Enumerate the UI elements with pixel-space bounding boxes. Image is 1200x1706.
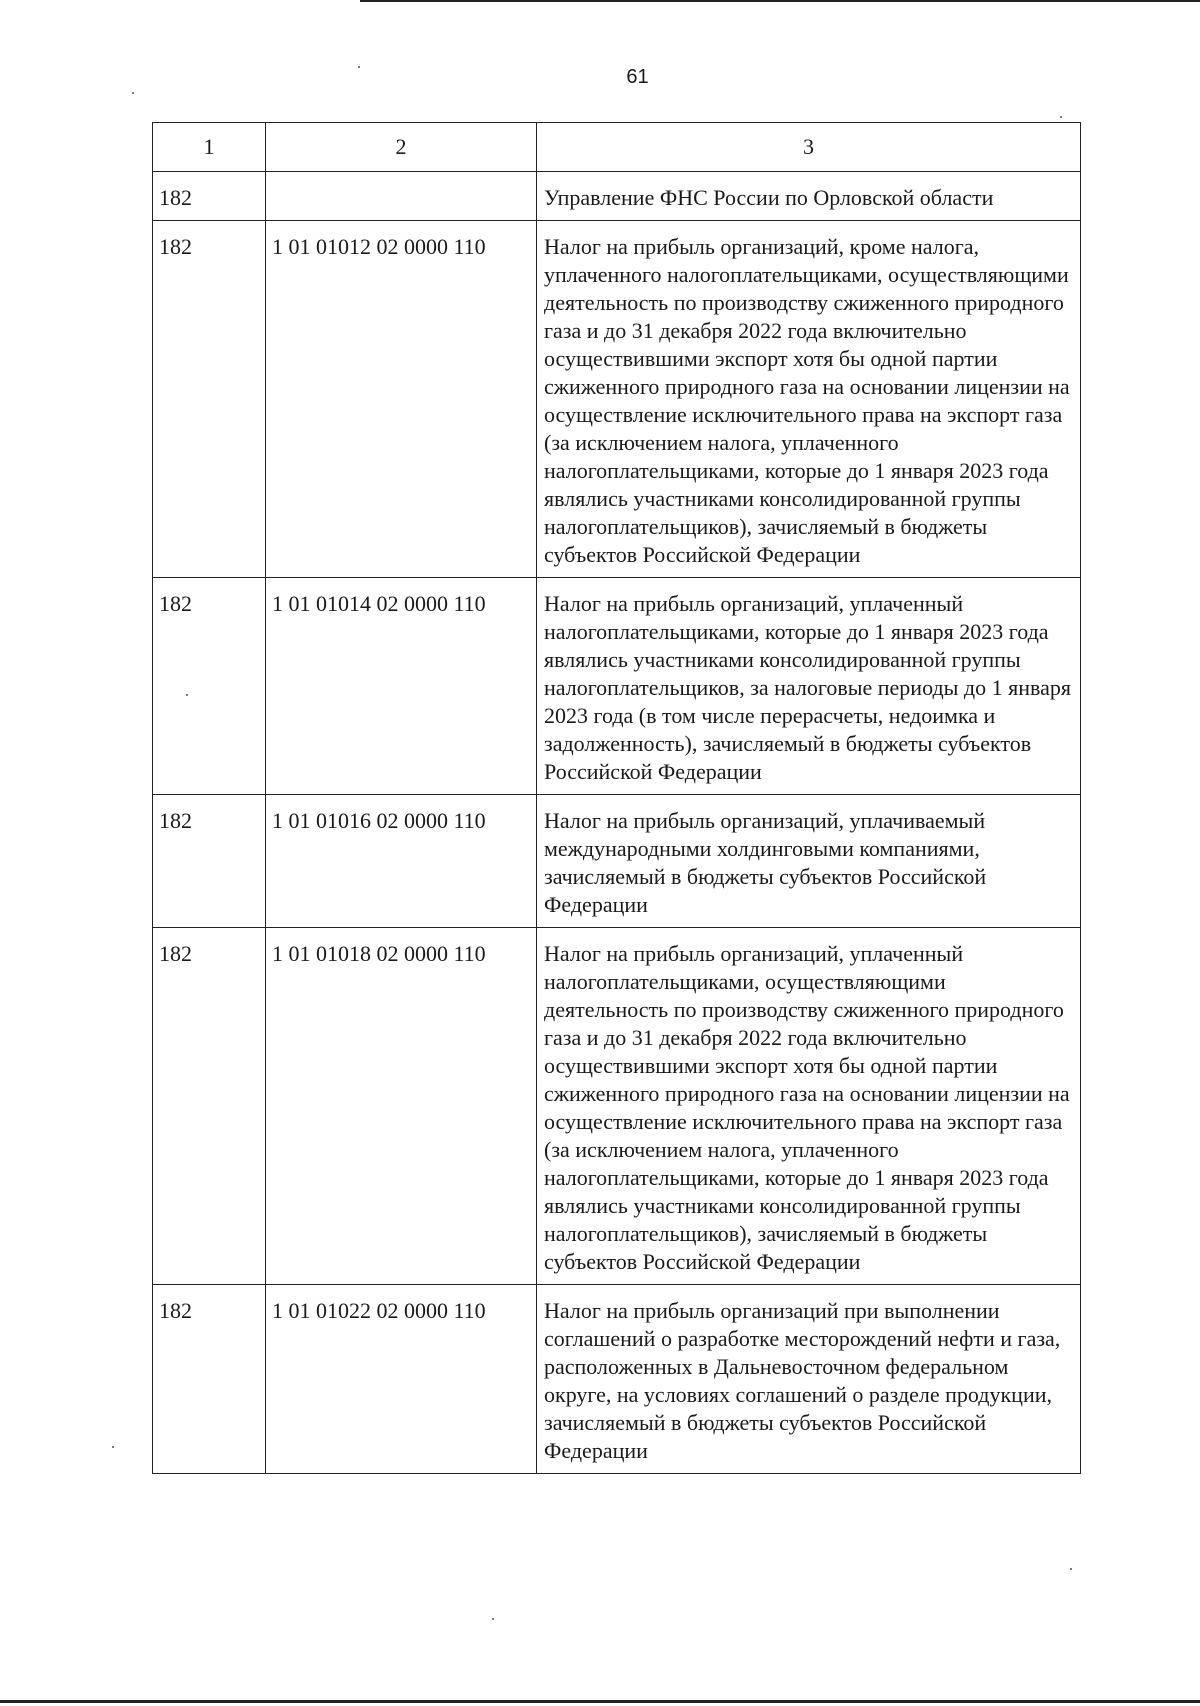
admin-code-cell: 182 (153, 928, 266, 1285)
scan-speck (1070, 1568, 1072, 1570)
description-cell: Налог на прибыль организаций, уплаченный налогоплательщиками, осуществляющими деятельность по производству сжиженного природного газа и до 31 декабря 2022 года включительно осуществившими экспорт хотя бы одной партии сжиженного природного газа на основании лицензии на осуществление исключительного права на экспорт газа (за исключением налога, уплаченного налогоплательщиками, которые до 1 января 2023 года являлись участниками консолидированной группы налогоплательщиков), зачисляемый в бюджеты субъектов Российской Федерации (537, 928, 1081, 1285)
scan-speck (132, 92, 134, 94)
admin-code-cell: 182 (153, 1285, 266, 1474)
admin-code-cell: 182 (153, 221, 266, 578)
revenue-codes-table (152, 122, 1081, 1474)
description-cell: Налог на прибыль организаций при выполнении соглашений о разработке месторождений нефти и газа, расположенных в Дальневосточном федеральном округе, на условиях соглашений о разделе продукции, зачисляемый в бюджеты субъектов Российской Федерации (537, 1285, 1081, 1474)
revenue-code-cell: 1 01 01016 02 0000 110 (266, 795, 537, 928)
scan-speck (112, 1446, 114, 1448)
scan-speck (358, 66, 360, 68)
column-header-3: 3 (537, 123, 1081, 172)
description-cell: Налог на прибыль организаций, кроме налога, уплаченного налогоплательщиками, осуществляющими деятельность по производству сжиженного природного газа и до 31 декабря 2022 года включительно осуществившими экспорт хотя бы одной партии сжиженного природного газа на основании лицензии на осуществление исключительного права на экспорт газа (за исключением налога, уплаченного налогоплательщиками, которые до 1 января 2023 года являлись участниками консолидированной группы налогоплательщиков), зачисляемый в бюджеты субъектов Российской Федерации (537, 221, 1081, 578)
revenue-code-cell (266, 172, 537, 221)
table-header-row (153, 123, 1081, 172)
column-header-1: 1 (153, 123, 266, 172)
revenue-code-cell: 1 01 01014 02 0000 110 (266, 578, 537, 795)
table-row (153, 1285, 1081, 1474)
scan-speck (1060, 116, 1062, 118)
description-cell: Налог на прибыль организаций, уплаченный налогоплательщиками, которые до 1 января 2023 года являлись участниками консолидированной группы налогоплательщиков, за налоговые периоды до 1 января 2023 года (в том числе перерасчеты, недоимка и задолженность), зачисляемый в бюджеты субъектов Российской Федерации (537, 578, 1081, 795)
revenue-code-cell: 1 01 01018 02 0000 110 (266, 928, 537, 1285)
admin-code-cell: 182 (153, 795, 266, 928)
scan-speck (492, 1618, 494, 1620)
table-row (153, 795, 1081, 928)
admin-code-cell: 182 (153, 578, 266, 795)
description-cell: Налог на прибыль организаций, уплачиваемый международными холдинговыми компаниями, зачисляемый в бюджеты субъектов Российской Федерации (537, 795, 1081, 928)
scan-edge-bottom (0, 1700, 1200, 1703)
column-header-2: 2 (266, 123, 537, 172)
description-cell: Управление ФНС России по Орловской области (537, 172, 1081, 221)
scan-edge-top (360, 0, 1200, 2)
table-row (153, 578, 1081, 795)
table-row (153, 172, 1081, 221)
revenue-code-cell: 1 01 01022 02 0000 110 (266, 1285, 537, 1474)
revenue-code-cell: 1 01 01012 02 0000 110 (266, 221, 537, 578)
admin-code-cell: 182 (153, 172, 266, 221)
page-number: 61 (626, 66, 649, 88)
table-row (153, 928, 1081, 1285)
table-row (153, 221, 1081, 578)
scan-speck (186, 694, 188, 696)
